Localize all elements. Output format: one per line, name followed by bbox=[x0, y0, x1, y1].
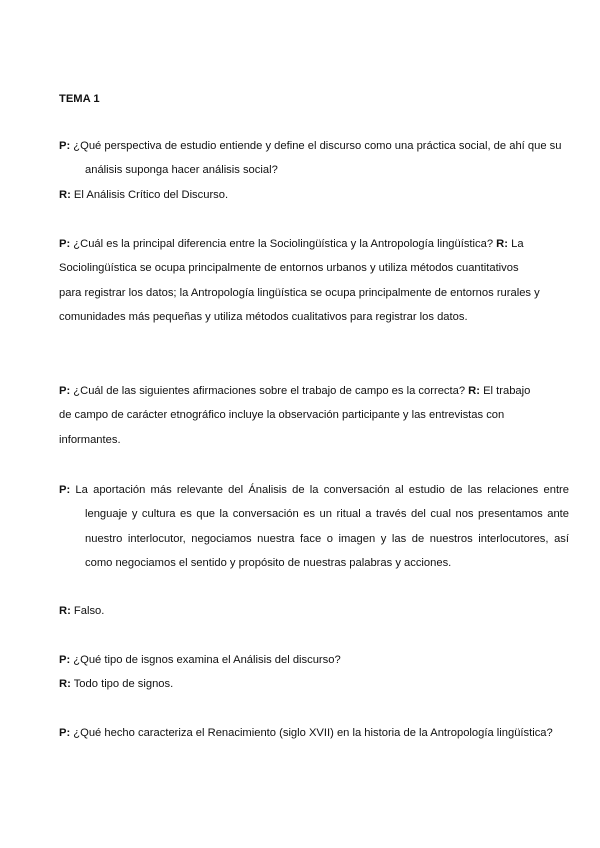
question-text: ¿Cuál es la principal diferencia entre la Sociolingüística y la Antropología lingüística? bbox=[73, 238, 494, 250]
question-label: P: bbox=[59, 654, 71, 666]
question-3 bbox=[59, 379, 543, 452]
answer-text: La Sociolingüística se ocupa principalmente de entornos urbanos y utiliza métodos cuantitativos para registrar los datos; la Antropología lingüística se ocupa principalmente de entornos rurales y comunidades más pequeñas y utiliza métodos cualitativos para registrar los datos. bbox=[59, 238, 540, 323]
answer-5 bbox=[59, 672, 543, 696]
question-label: P: bbox=[59, 727, 71, 739]
section-title: TEMA 1 bbox=[59, 93, 100, 105]
answer-label: R: bbox=[59, 605, 71, 617]
question-6 bbox=[59, 721, 569, 745]
answer-text: El Análisis Crítico del Discurso. bbox=[73, 189, 229, 201]
answer-text: Falso. bbox=[73, 605, 105, 617]
answer-label: R: bbox=[468, 385, 480, 397]
question-5 bbox=[59, 648, 543, 672]
question-text: ¿Qué tipo de isgnos examina el Análisis del discurso? bbox=[73, 654, 341, 666]
question-label: P: bbox=[59, 140, 71, 152]
question-2 bbox=[59, 232, 543, 329]
answer-4 bbox=[59, 599, 543, 623]
question-label: P: bbox=[59, 385, 71, 397]
answer-text: El trabajo de campo de carácter etnográfico incluye la observación participante y las entrevistas con informantes. bbox=[59, 385, 531, 446]
answer-label: R: bbox=[496, 238, 508, 250]
question-text: ¿Qué hecho caracteriza el Renacimiento (siglo XVII) en la historia de la Antropología lingüística? bbox=[73, 727, 553, 739]
answer-label: R: bbox=[59, 678, 71, 690]
question-text: ¿Cuál de las siguientes afirmaciones sobre el trabajo de campo es la correcta? bbox=[73, 385, 466, 397]
answer-text: Todo tipo de signos. bbox=[73, 678, 174, 690]
question-text: La aportación más relevante del Ánalisis de la conversación al estudio de las relaciones entre lenguaje y cultura es que la conversación es un ritual a través del cual nos presentamos ante nuestro interlocutor, negociamos nuestra face o imagen y las de nuestros interlocutores, así como negociamos el sentido y propósito de nuestras palabras y acciones. bbox=[75, 484, 570, 569]
question-text: ¿Qué perspectiva de estudio entiende y define el discurso como una práctica social, de ahí que su análisis suponga hacer análisis social? bbox=[73, 140, 562, 177]
question-4 bbox=[59, 478, 569, 575]
question-label: P: bbox=[59, 484, 71, 496]
question-1 bbox=[59, 134, 569, 183]
question-label: P: bbox=[59, 238, 71, 250]
answer-label: R: bbox=[59, 189, 71, 201]
answer-1 bbox=[59, 183, 543, 207]
